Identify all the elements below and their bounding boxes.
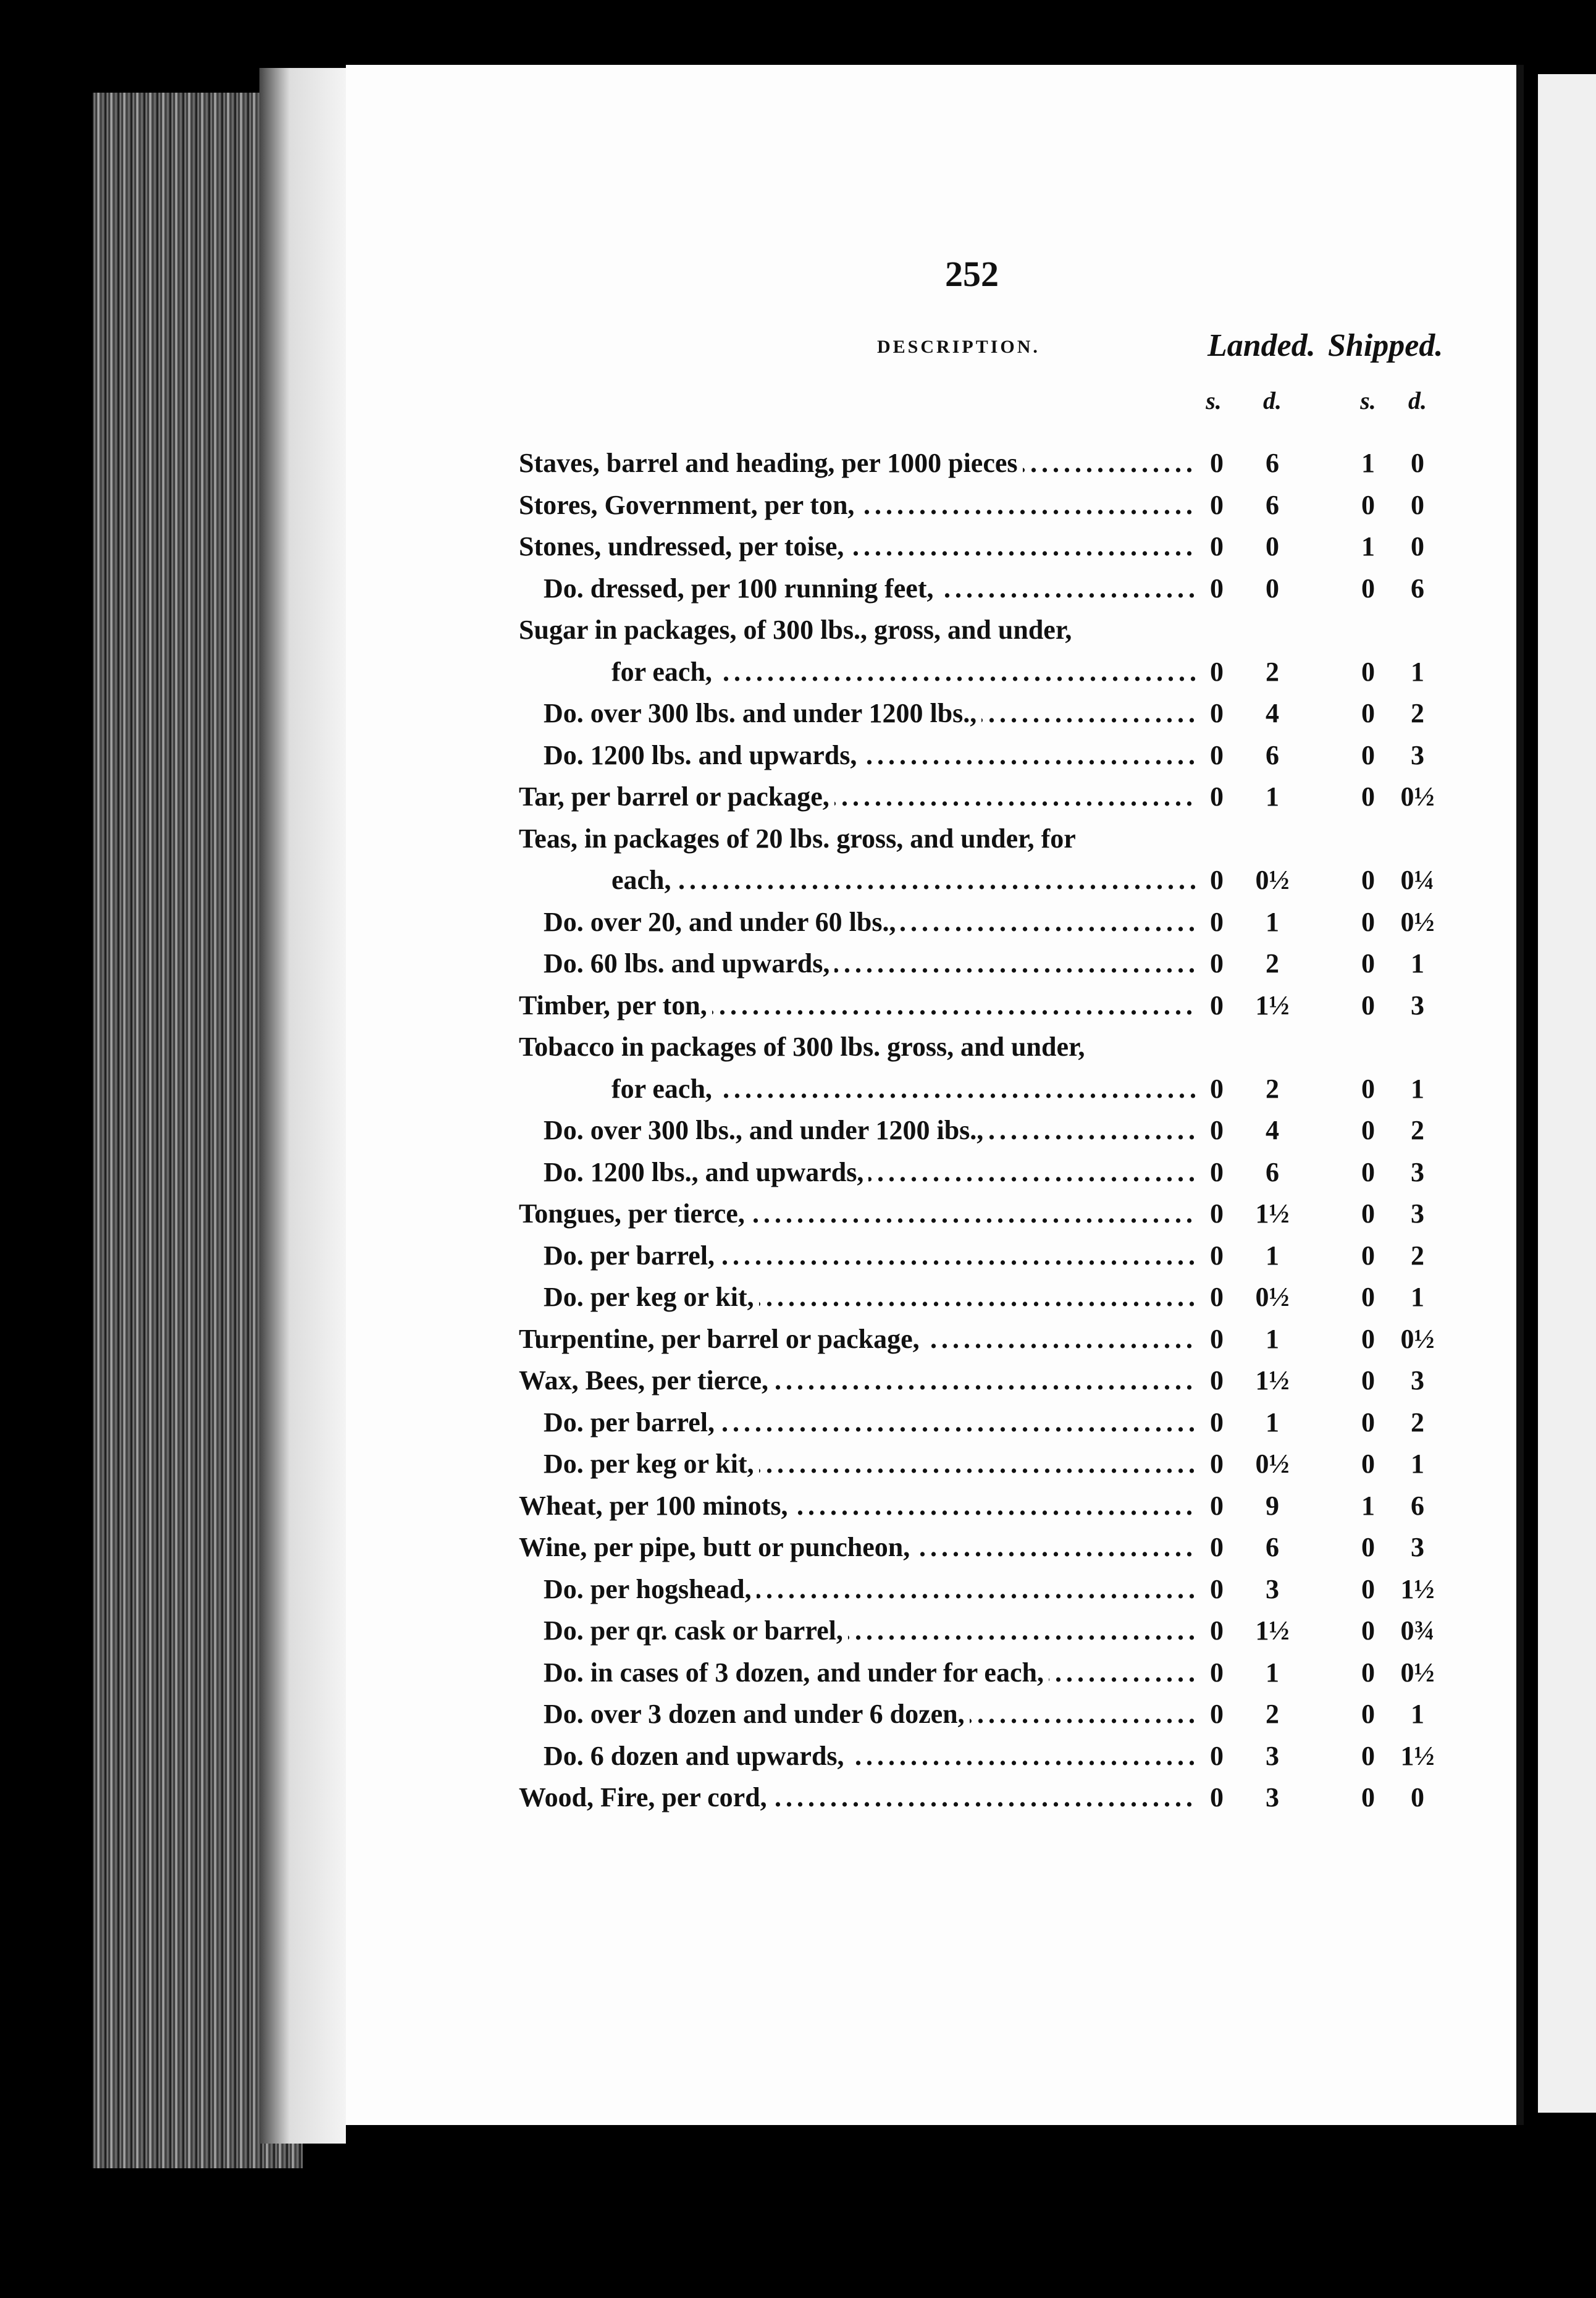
- row-description-text: Do. over 300 lbs., and under 1200 ibs.,: [544, 1115, 988, 1145]
- table-row: [0, 862, 1596, 899]
- table-row: [0, 778, 1596, 815]
- cell-shipped-shillings: 0: [1361, 1532, 1375, 1562]
- cell-shipped-pence: 6: [1411, 1490, 1424, 1521]
- row-description: [519, 820, 1195, 857]
- row-description: [611, 1071, 1195, 1108]
- cell-shipped-pence: 6: [1411, 573, 1424, 604]
- row-description: [544, 695, 1195, 732]
- cell-shipped-pence: 1: [1411, 1282, 1424, 1312]
- cell-landed-pence: 3: [1266, 1740, 1279, 1771]
- cell-shipped-shillings: 0: [1361, 1198, 1375, 1229]
- row-description: [544, 1154, 1195, 1191]
- table-row: [0, 1237, 1596, 1274]
- cell-landed-shillings: 0: [1210, 781, 1224, 812]
- cell-shipped-shillings: 0: [1361, 739, 1375, 770]
- cell-landed-shillings: 0: [1210, 948, 1224, 979]
- cell-landed-pence: 1½: [1255, 1365, 1290, 1395]
- table-row: [0, 570, 1596, 607]
- row-description-text: Stores, Government, per ton,: [519, 490, 859, 520]
- cell-shipped-shillings: 0: [1361, 906, 1375, 937]
- column-header-shipped: Shipped.: [1328, 328, 1443, 363]
- cell-landed-shillings: 0: [1210, 1615, 1224, 1646]
- table-row: [0, 695, 1596, 732]
- cell-shipped-shillings: 0: [1361, 1782, 1375, 1812]
- row-description-text: Tar, per barrel or package,: [519, 781, 834, 812]
- table-row: [0, 904, 1596, 941]
- cell-landed-pence: 4: [1266, 1115, 1279, 1145]
- row-description: [611, 862, 1195, 899]
- cell-shipped-shillings: 0: [1361, 1699, 1375, 1729]
- cell-shipped-pence: 1: [1411, 1699, 1424, 1729]
- cell-shipped-pence: 3: [1411, 739, 1424, 770]
- row-description-text: Stones, undressed, per toise,: [519, 531, 849, 562]
- row-description: [544, 1237, 1195, 1274]
- column-header-landed: Landed.: [1208, 328, 1316, 363]
- row-description: [544, 1571, 1195, 1608]
- cell-shipped-pence: 0½: [1400, 781, 1435, 812]
- table-row: [0, 1571, 1596, 1608]
- cell-shipped-pence: 0½: [1400, 1657, 1435, 1688]
- cell-landed-shillings: 0: [1210, 698, 1224, 728]
- row-description: [544, 570, 1195, 607]
- cell-landed-shillings: 0: [1210, 1365, 1224, 1395]
- cell-landed-pence: 2: [1266, 656, 1279, 687]
- row-description: [519, 778, 1195, 815]
- row-description: [544, 1654, 1195, 1691]
- cell-shipped-pence: 0: [1411, 1782, 1424, 1812]
- column-header-description: DESCRIPTION.: [877, 337, 1040, 357]
- cell-shipped-shillings: 0: [1361, 990, 1375, 1021]
- cell-landed-pence: 1: [1266, 781, 1279, 812]
- table-row: [0, 445, 1596, 482]
- cell-landed-pence: 0½: [1255, 1449, 1290, 1479]
- cell-landed-pence: 6: [1266, 448, 1279, 478]
- cell-shipped-shillings: 1: [1361, 1490, 1375, 1521]
- cell-landed-pence: 6: [1266, 739, 1279, 770]
- table-row: [0, 1738, 1596, 1775]
- cell-shipped-shillings: 0: [1361, 1240, 1375, 1271]
- table-row: [0, 945, 1596, 982]
- unit-shipped-shillings: s.: [1360, 387, 1376, 415]
- table-row: [0, 528, 1596, 565]
- row-description: [519, 445, 1195, 482]
- cell-landed-pence: 4: [1266, 698, 1279, 728]
- cell-shipped-pence: 2: [1411, 698, 1424, 728]
- cell-shipped-pence: 0½: [1400, 906, 1435, 937]
- cell-shipped-pence: 0: [1411, 448, 1424, 478]
- cell-landed-shillings: 0: [1210, 1449, 1224, 1479]
- row-description: [544, 1696, 1195, 1733]
- row-description: [519, 1362, 1195, 1399]
- cell-shipped-shillings: 0: [1361, 1282, 1375, 1312]
- row-description-text: for each,: [611, 1074, 717, 1104]
- cell-landed-shillings: 0: [1210, 448, 1224, 478]
- cell-landed-shillings: 0: [1210, 1782, 1224, 1812]
- cell-shipped-shillings: 1: [1361, 531, 1375, 562]
- table-row: [0, 487, 1596, 524]
- row-description-text: Do. per barrel,: [544, 1407, 720, 1437]
- cell-shipped-pence: 1½: [1400, 1740, 1435, 1771]
- row-description-text: Do. per qr. cask or barrel,: [544, 1615, 848, 1646]
- cell-landed-shillings: 0: [1210, 906, 1224, 937]
- row-description-text: Staves, barrel and heading, per 1000 pieces: [519, 448, 1023, 478]
- row-description-text: Do. 1200 lbs., and upwards,: [544, 1157, 868, 1187]
- cell-shipped-pence: 0½: [1400, 1323, 1435, 1354]
- cell-landed-shillings: 0: [1210, 573, 1224, 604]
- cell-shipped-pence: 2: [1411, 1240, 1424, 1271]
- row-description-text: Wax, Bees, per tierce,: [519, 1365, 773, 1395]
- row-description-text: Do. over 3 dozen and under 6 dozen,: [544, 1699, 970, 1729]
- cell-landed-pence: 1: [1266, 1407, 1279, 1437]
- row-description-text: for each,: [611, 657, 717, 687]
- table-row: [0, 1279, 1596, 1316]
- row-description-text: Do. per hogshead,: [544, 1574, 757, 1604]
- cell-shipped-pence: 1: [1411, 1449, 1424, 1479]
- row-description-text: Do. in cases of 3 dozen, and under for each,: [544, 1657, 1049, 1688]
- cell-shipped-shillings: 0: [1361, 1073, 1375, 1104]
- cell-landed-shillings: 0: [1210, 1490, 1224, 1521]
- cell-landed-shillings: 0: [1210, 1198, 1224, 1229]
- row-description-text: each,: [611, 865, 676, 895]
- row-description-text: Do. over 20, and under 60 lbs.,: [544, 907, 901, 937]
- cell-shipped-pence: 1: [1411, 948, 1424, 979]
- cell-landed-shillings: 0: [1210, 739, 1224, 770]
- cell-landed-pence: 6: [1266, 1532, 1279, 1562]
- row-description-text: Turpentine, per barrel or package,: [519, 1324, 925, 1354]
- unit-landed-pence: d.: [1263, 387, 1282, 415]
- row-description: [544, 945, 1195, 982]
- row-description: [519, 1321, 1195, 1358]
- cell-shipped-shillings: 0: [1361, 1323, 1375, 1354]
- row-description-text: Wood, Fire, per cord,: [519, 1782, 772, 1812]
- cell-landed-shillings: 0: [1210, 1573, 1224, 1604]
- table-row: [0, 1654, 1596, 1691]
- cell-landed-shillings: 0: [1210, 1282, 1224, 1312]
- table-row: [0, 654, 1596, 691]
- row-description-text: Do. 60 lbs. and upwards,: [544, 948, 834, 979]
- cell-shipped-shillings: 0: [1361, 781, 1375, 812]
- table-row: [0, 820, 1596, 857]
- cell-landed-pence: 1: [1266, 1657, 1279, 1688]
- row-description: [519, 1779, 1195, 1816]
- cell-shipped-shillings: 0: [1361, 1615, 1375, 1646]
- table-row: [0, 1112, 1596, 1149]
- cell-shipped-shillings: 0: [1361, 1740, 1375, 1771]
- cell-shipped-shillings: 0: [1361, 573, 1375, 604]
- cell-shipped-pence: 2: [1411, 1407, 1424, 1437]
- cell-landed-shillings: 0: [1210, 1740, 1224, 1771]
- cell-landed-pence: 2: [1266, 1699, 1279, 1729]
- page-number: 252: [945, 254, 999, 294]
- cell-landed-pence: 1: [1266, 1323, 1279, 1354]
- cell-shipped-shillings: 1: [1361, 448, 1375, 478]
- cell-landed-shillings: 0: [1210, 1240, 1224, 1271]
- cell-shipped-pence: 3: [1411, 1198, 1424, 1229]
- row-description: [519, 987, 1195, 1024]
- table-row: [0, 1154, 1596, 1191]
- cell-shipped-shillings: 0: [1361, 1657, 1375, 1688]
- cell-landed-pence: 6: [1266, 489, 1279, 520]
- table-row: [0, 1321, 1596, 1358]
- row-description-text: Do. 1200 lbs. and upwards,: [544, 740, 862, 770]
- cell-shipped-pence: 3: [1411, 1365, 1424, 1395]
- row-description: [544, 737, 1195, 774]
- row-description: [611, 654, 1195, 691]
- cell-shipped-pence: 3: [1411, 1532, 1424, 1562]
- cell-shipped-shillings: 0: [1361, 948, 1375, 979]
- cell-landed-shillings: 0: [1210, 865, 1224, 895]
- row-description: [519, 1529, 1195, 1566]
- row-description-text: Tongues, per tierce,: [519, 1198, 750, 1229]
- cell-landed-pence: 2: [1266, 948, 1279, 979]
- table-row: [0, 1071, 1596, 1108]
- cell-landed-shillings: 0: [1210, 1407, 1224, 1437]
- cell-shipped-pence: 3: [1411, 990, 1424, 1021]
- row-description: [519, 1195, 1195, 1232]
- table-row: [0, 1488, 1596, 1525]
- cell-landed-shillings: 0: [1210, 1699, 1224, 1729]
- row-description-text: Do. per keg or kit,: [544, 1449, 759, 1479]
- table-row: [0, 1779, 1596, 1816]
- cell-landed-pence: 1½: [1255, 1615, 1290, 1646]
- row-description: [519, 528, 1195, 565]
- cell-shipped-shillings: 0: [1361, 1407, 1375, 1437]
- cell-landed-shillings: 0: [1210, 990, 1224, 1021]
- row-description: [544, 1738, 1195, 1775]
- row-description-text: Do. per keg or kit,: [544, 1282, 759, 1312]
- table-row: [0, 612, 1596, 649]
- cell-landed-pence: 0: [1266, 531, 1279, 562]
- cell-landed-shillings: 0: [1210, 656, 1224, 687]
- cell-shipped-shillings: 0: [1361, 1365, 1375, 1395]
- cell-landed-shillings: 0: [1210, 1532, 1224, 1562]
- cell-shipped-pence: 1: [1411, 656, 1424, 687]
- cell-shipped-shillings: 0: [1361, 698, 1375, 728]
- cell-landed-shillings: 0: [1210, 1156, 1224, 1187]
- row-description: [519, 1488, 1195, 1525]
- row-description: [519, 1029, 1195, 1066]
- row-description: [544, 904, 1195, 941]
- cell-shipped-shillings: 0: [1361, 1156, 1375, 1187]
- cell-shipped-pence: 0¾: [1400, 1615, 1435, 1646]
- row-description-text: Do. dressed, per 100 running feet,: [544, 573, 939, 604]
- cell-landed-pence: 2: [1266, 1073, 1279, 1104]
- table-row: [0, 1029, 1596, 1066]
- cell-landed-shillings: 0: [1210, 489, 1224, 520]
- table-row: [0, 1404, 1596, 1441]
- cell-landed-pence: 3: [1266, 1573, 1279, 1604]
- cell-landed-pence: 3: [1266, 1782, 1279, 1812]
- row-description: [519, 487, 1195, 524]
- row-description-text: Do. 6 dozen and upwards,: [544, 1741, 849, 1771]
- unit-shipped-pence: d.: [1408, 387, 1427, 415]
- cell-shipped-pence: 0¼: [1400, 865, 1435, 895]
- row-description-text: Do. per barrel,: [544, 1240, 720, 1271]
- row-description-text: Sugar in packages, of 300 lbs., gross, and under,: [519, 615, 1077, 645]
- cell-shipped-shillings: 0: [1361, 489, 1375, 520]
- cell-landed-shillings: 0: [1210, 1073, 1224, 1104]
- cell-landed-pence: 9: [1266, 1490, 1279, 1521]
- row-description: [544, 1404, 1195, 1441]
- cell-shipped-shillings: 0: [1361, 1573, 1375, 1604]
- cell-shipped-pence: 2: [1411, 1115, 1424, 1145]
- cell-shipped-shillings: 0: [1361, 1449, 1375, 1479]
- row-description-text: Timber, per ton,: [519, 990, 712, 1021]
- row-description-text: Wheat, per 100 minots,: [519, 1491, 793, 1521]
- row-description: [544, 1612, 1195, 1649]
- row-description-text: Do. over 300 lbs. and under 1200 lbs.,: [544, 698, 981, 728]
- cell-landed-pence: 0: [1266, 573, 1279, 604]
- table-row: [0, 987, 1596, 1024]
- cell-landed-pence: 6: [1266, 1156, 1279, 1187]
- row-description: [544, 1112, 1195, 1149]
- cell-landed-pence: 1½: [1255, 1198, 1290, 1229]
- cell-shipped-shillings: 0: [1361, 656, 1375, 687]
- cell-landed-pence: 1½: [1255, 990, 1290, 1021]
- cell-shipped-pence: 1: [1411, 1073, 1424, 1104]
- cell-shipped-shillings: 0: [1361, 1115, 1375, 1145]
- table-row: [0, 1612, 1596, 1649]
- cell-shipped-shillings: 0: [1361, 865, 1375, 895]
- cell-landed-shillings: 0: [1210, 1115, 1224, 1145]
- cell-landed-shillings: 0: [1210, 531, 1224, 562]
- cell-shipped-pence: 0: [1411, 531, 1424, 562]
- cell-shipped-pence: 3: [1411, 1156, 1424, 1187]
- row-description: [544, 1279, 1195, 1316]
- row-description: [544, 1446, 1195, 1483]
- cell-landed-pence: 0½: [1255, 1282, 1290, 1312]
- row-description: [519, 612, 1195, 649]
- table-row: [0, 1529, 1596, 1566]
- table-row: [0, 1446, 1596, 1483]
- row-description-text: Wine, per pipe, butt or puncheon,: [519, 1532, 915, 1562]
- cell-landed-pence: 1: [1266, 906, 1279, 937]
- cell-landed-pence: 1: [1266, 1240, 1279, 1271]
- cell-landed-pence: 0½: [1255, 865, 1290, 895]
- cell-shipped-pence: 1½: [1400, 1573, 1435, 1604]
- table-row: [0, 1362, 1596, 1399]
- table-row: [0, 1195, 1596, 1232]
- row-description-text: Tobacco in packages of 300 lbs. gross, and under,: [519, 1032, 1090, 1062]
- cell-landed-shillings: 0: [1210, 1323, 1224, 1354]
- table-row: [0, 1696, 1596, 1733]
- cell-shipped-pence: 0: [1411, 489, 1424, 520]
- row-description-text: Teas, in packages of 20 lbs. gross, and under, for: [519, 823, 1081, 854]
- table-row: [0, 737, 1596, 774]
- cell-landed-shillings: 0: [1210, 1657, 1224, 1688]
- unit-landed-shillings: s.: [1206, 387, 1222, 415]
